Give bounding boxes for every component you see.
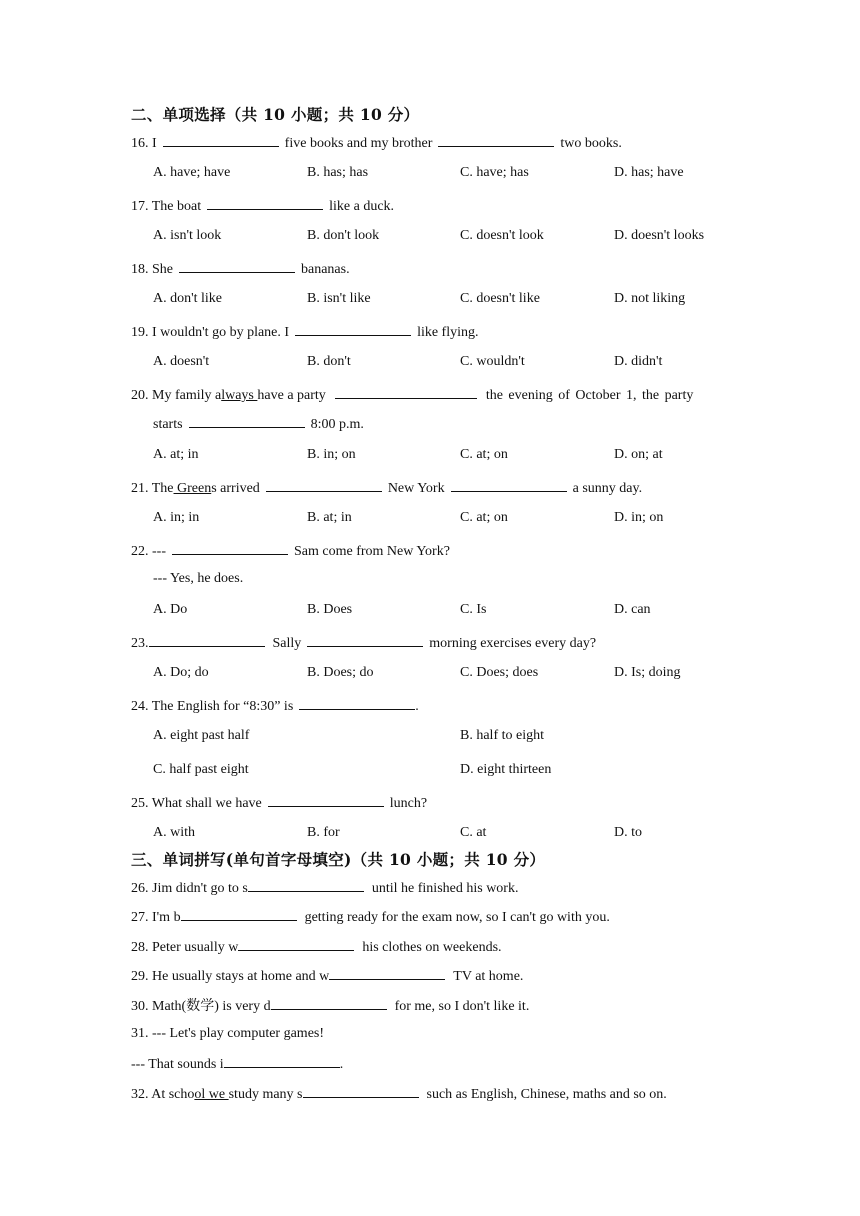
option-d[interactable]: D. Is; doing [614,665,681,680]
option-d[interactable]: D. to [614,825,642,840]
question-text: like flying. [417,325,479,340]
question-text: TV at home. [453,969,524,984]
option-a[interactable]: A. doesn't [153,354,210,369]
question-text: 27. I'm b [131,910,181,925]
question-number: 19. [131,325,149,340]
answer-blank[interactable] [248,878,364,892]
answer-blank[interactable] [299,696,415,710]
option-d[interactable]: D. eight thirteen [460,762,552,777]
question-number: 23. [131,636,149,651]
question-number: 20. [131,388,149,403]
option-d[interactable]: D. on; at [614,447,663,462]
question-text: I wouldn't go by plane. I [152,325,290,340]
answer-blank[interactable] [238,937,354,951]
option-c[interactable]: C. at; on [460,510,508,525]
option-c[interactable]: C. wouldn't [460,354,525,369]
question-text: --- That sounds i [131,1057,224,1072]
question-text: 28. Peter usually w [131,940,239,955]
option-a[interactable]: A. in; in [153,510,200,525]
question-text: 26. Jim didn't go to s [131,881,248,896]
question-text: --- [152,544,166,559]
option-a[interactable]: A. have; have [153,165,231,180]
question-text: . [339,1057,344,1072]
question-21 [131,478,642,498]
option-a[interactable]: A. Do [153,602,188,617]
question-number: 16. [131,136,149,151]
option-b[interactable]: B. Does; do [307,665,374,680]
option-c[interactable]: C. Does; does [460,665,539,680]
option-b[interactable]: B. don't look [307,228,380,243]
question-31: 31. --- Let's play computer games! [131,1026,325,1041]
question-text: two books. [560,136,622,151]
question-number: 24. [131,699,149,714]
question-text: bananas. [301,262,350,277]
question-24 [131,696,419,716]
option-c[interactable]: C. at [460,825,487,840]
option-a[interactable]: A. at; in [153,447,199,462]
question-30 [131,996,529,1016]
question-23 [131,633,596,653]
option-b[interactable]: B. don't [307,354,351,369]
option-b[interactable]: B. isn't like [307,291,371,306]
question-text: New York [387,481,445,496]
question-text: 32. At scho [131,1087,195,1102]
option-d[interactable]: D. in; on [614,510,664,525]
option-b[interactable]: B. for [307,825,340,840]
question-number: 25. [131,796,149,811]
question-text: I [152,136,157,151]
answer-blank[interactable] [451,478,567,492]
answer-blank[interactable] [189,414,305,428]
question-16 [131,133,622,153]
option-a[interactable]: A. with [153,825,195,840]
option-d[interactable]: D. doesn't looks [614,228,705,243]
question-text: study many s [228,1087,303,1102]
question-22-reply: --- Yes, he does. [153,571,244,586]
option-a[interactable]: A. isn't look [153,228,222,243]
question-text: . [415,699,419,714]
option-a[interactable]: A. don't like [153,291,223,306]
question-31-reply [131,1054,343,1074]
question-22 [131,541,450,561]
answer-blank[interactable] [163,133,279,147]
question-text: the evening of October 1, the party [485,388,694,403]
question-text: his clothes on weekends. [362,940,502,955]
option-c[interactable]: C. doesn't look [460,228,544,243]
underlined-word: lways [221,388,258,403]
option-c[interactable]: C. Is [460,602,487,617]
question-text: for me, so I don't like it. [394,999,530,1014]
question-text: 8:00 p.m. [310,417,364,432]
question-text: such as English, Chinese, maths and so on. [426,1087,667,1102]
option-b[interactable]: B. Does [307,602,353,617]
question-20-line-2 [153,414,364,434]
question-text: Sam come from New York? [294,544,450,559]
underlined-word: Green [173,481,212,496]
question-19 [131,322,479,342]
question-text: have a party [257,388,326,403]
question-text: The English for “8:30” is [151,699,294,714]
option-b[interactable]: B. in; on [307,447,356,462]
question-text: My family a [152,388,222,403]
question-text: a sunny day. [572,481,643,496]
answer-blank[interactable] [438,133,554,147]
question-text: 30. Math(数学) is very d [131,999,271,1014]
question-text: The boat [151,199,202,214]
question-32 [131,1084,667,1104]
option-d[interactable]: D. can [614,602,651,617]
question-text: starts [153,417,183,432]
option-c[interactable]: C. half past eight [153,762,249,777]
answer-blank[interactable] [268,793,384,807]
option-c[interactable]: C. at; on [460,447,508,462]
question-28 [131,937,502,957]
question-26 [131,878,518,898]
question-number: 18. [131,262,149,277]
question-text: like a duck. [329,199,395,214]
question-text: Sally [272,636,302,651]
option-b[interactable]: B. at; in [307,510,352,525]
answer-blank[interactable] [181,907,297,921]
option-a[interactable]: A. Do; do [153,665,209,680]
answer-blank[interactable] [266,478,382,492]
question-17 [131,196,394,216]
question-number: 17. [131,199,149,214]
section-2-title: 二、单项选择（共 10 小题；共 10 分） [131,105,420,124]
question-text: 29. He usually stays at home and w [131,969,330,984]
section-3-title: 三、单词拼写(单句首字母填空)（共 10 小题；共 10 分） [131,850,546,869]
option-a[interactable]: A. eight past half [153,728,250,743]
question-number: 22. [131,544,149,559]
option-d[interactable]: D. has; have [614,165,684,180]
option-c[interactable]: C. have; has [460,165,529,180]
answer-blank[interactable] [207,196,323,210]
question-text: s arrived [211,481,260,496]
answer-blank[interactable] [303,1084,419,1098]
answer-blank[interactable] [179,259,295,273]
answer-blank[interactable] [307,633,423,647]
option-d[interactable]: D. didn't [614,354,663,369]
answer-blank[interactable] [172,541,288,555]
question-25 [131,793,427,813]
question-text: until he finished his work. [371,881,519,896]
question-text: getting ready for the exam now, so I can't go with you. [304,910,610,925]
answer-blank[interactable] [271,996,387,1010]
option-b[interactable]: B. half to eight [460,728,544,743]
answer-blank[interactable] [335,385,477,399]
question-text: morning exercises every day? [429,636,597,651]
answer-blank[interactable] [329,966,445,980]
answer-blank[interactable] [295,322,411,336]
option-b[interactable]: B. has; has [307,165,369,180]
question-29 [131,966,523,986]
question-text: The [151,481,174,496]
option-c[interactable]: C. doesn't like [460,291,540,306]
question-text: five books and my brother [284,136,433,151]
question-text: What shall we have [151,796,262,811]
question-text: lunch? [389,796,428,811]
question-20 [131,385,693,405]
option-d[interactable]: D. not liking [614,291,686,306]
question-number: 21. [131,481,149,496]
answer-blank[interactable] [224,1054,340,1068]
question-27 [131,907,610,927]
underlined-word: ol we [194,1087,229,1102]
answer-blank[interactable] [149,633,265,647]
question-text: She [152,262,173,277]
question-18 [131,259,350,279]
